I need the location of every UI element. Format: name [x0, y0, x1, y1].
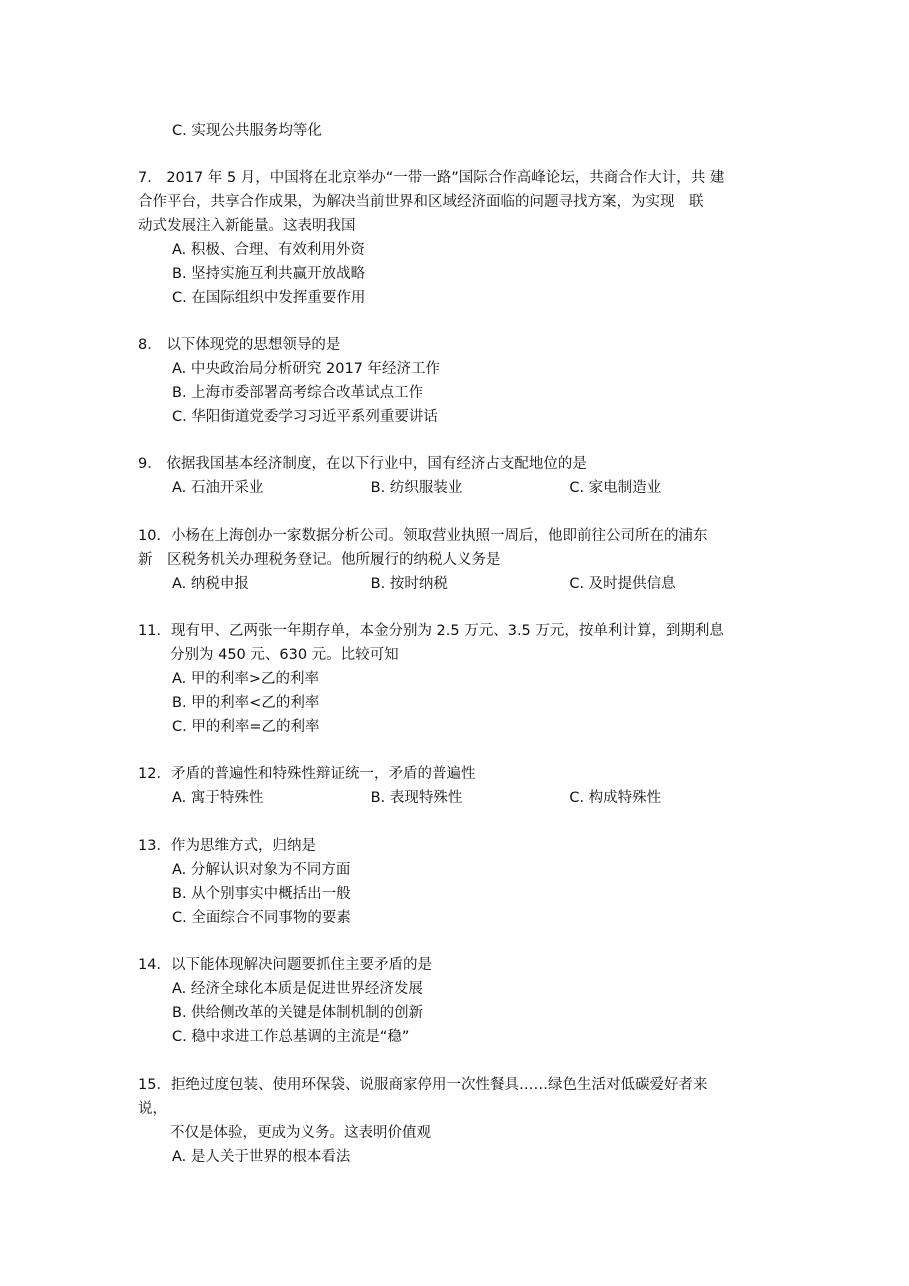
- option-a: A. 中央政治局分析研究 2017 年经济工作: [172, 361, 441, 377]
- option-a: A. 甲的利率>乙的利率: [172, 671, 320, 687]
- question-6: [138, 119, 768, 143]
- question-stem-line: 新 区税务机关办理税务登记。他所履行的纳税人义务是: [138, 552, 501, 568]
- option-c: C. 华阳街道党委学习习近平系列重要讲话: [172, 409, 438, 425]
- option-c: C. 稳中求进工作总基调的主流是“稳”: [172, 1029, 410, 1045]
- option-a: A. 寓于特殊性: [172, 790, 264, 806]
- options-row: [172, 476, 768, 500]
- question-stem-line: 不仅是体验，更成为义务。这表明价值观: [170, 1125, 431, 1141]
- question-stem-line: 分别为 450 元、630 元。比较可知: [170, 647, 399, 663]
- question-stem: 8． 以下体现党的思想领导的是: [138, 337, 341, 353]
- options-row: [172, 786, 768, 810]
- option-c: C. 家电制造业: [569, 480, 662, 496]
- option-c: C. 及时提供信息: [569, 576, 676, 592]
- option-b: B. 供给侧改革的关键是体制机制的创新: [172, 1005, 424, 1021]
- question-9: [138, 452, 768, 500]
- question-stem-line: 说，: [138, 1101, 167, 1117]
- option-a: A. 积极、合理、有效利用外资: [172, 242, 365, 258]
- option-a: A. 经济全球化本质是促进世界经济发展: [172, 981, 423, 997]
- question-stem-line: 10．小杨在上海创办一家数据分析公司。领取营业执照一周后，他即前往公司所在的浦东: [138, 528, 708, 544]
- option-b: B. 按时纳税: [370, 576, 448, 592]
- question-stem: 9． 依据我国基本经济制度，在以下行业中，国有经济占支配地位的是: [138, 456, 587, 472]
- question-stem-line: 合作平台，共享合作成果，为解决当前世界和区域经济面临的问题寻找方案，为实现 联: [138, 194, 704, 210]
- question-stem: 12．矛盾的普遍性和特殊性辩证统一，矛盾的普遍性: [138, 766, 476, 782]
- option-c: C. 甲的利率=乙的利率: [172, 719, 320, 735]
- question-10: [138, 524, 768, 596]
- option-c: C. 全面综合不同事物的要素: [172, 910, 351, 926]
- option-b: B. 坚持实施互利共赢开放战略: [172, 266, 366, 282]
- option-a: A. 纳税申报: [172, 576, 249, 592]
- option-b: B. 甲的利率<乙的利率: [172, 695, 320, 711]
- question-8: [138, 333, 768, 429]
- question-7: [138, 166, 768, 310]
- question-stem: 13．作为思维方式，归纳是: [138, 838, 316, 854]
- option-b: B. 表现特殊性: [370, 790, 463, 806]
- option-a: A. 石油开采业: [172, 480, 264, 496]
- option-c: C. 实现公共服务均等化: [172, 123, 322, 139]
- question-11: [138, 619, 768, 739]
- question-13: [138, 834, 768, 930]
- option-c: C. 构成特殊性: [569, 790, 662, 806]
- question-stem-line: 动式发展注入新能量。这表明我国: [138, 218, 356, 234]
- option-c: C. 在国际组织中发挥重要作用: [172, 290, 366, 306]
- option-a: A. 是人关于世界的根本看法: [172, 1149, 351, 1165]
- question-stem-line: 7． 2017 年 5 月，中国将在北京举办“一带一路”国际合作高峰论坛，共商合作大计，共 建: [138, 170, 725, 186]
- question-stem-line: 11．现有甲、乙两张一年期存单，本金分别为 2.5 万元、3.5 万元，按单利计算，到期利息: [138, 623, 724, 639]
- option-b: B. 纺织服装业: [370, 480, 463, 496]
- question-stem: 14．以下能体现解决问题要抓住主要矛盾的是: [138, 957, 432, 973]
- question-12: [138, 762, 768, 810]
- option-b: B. 上海市委部署高考综合改革试点工作: [172, 385, 424, 401]
- question-stem-line: 15．拒绝过度包装、使用环保袋、说服商家停用一次性餐具……绿色生活对低碳爱好者来: [138, 1077, 708, 1093]
- options-row: [172, 572, 768, 596]
- question-15: [138, 1073, 768, 1169]
- option-b: B. 从个别事实中概括出一般: [172, 886, 351, 902]
- question-14: [138, 953, 768, 1049]
- option-a: A. 分解认识对象为不同方面: [172, 862, 351, 878]
